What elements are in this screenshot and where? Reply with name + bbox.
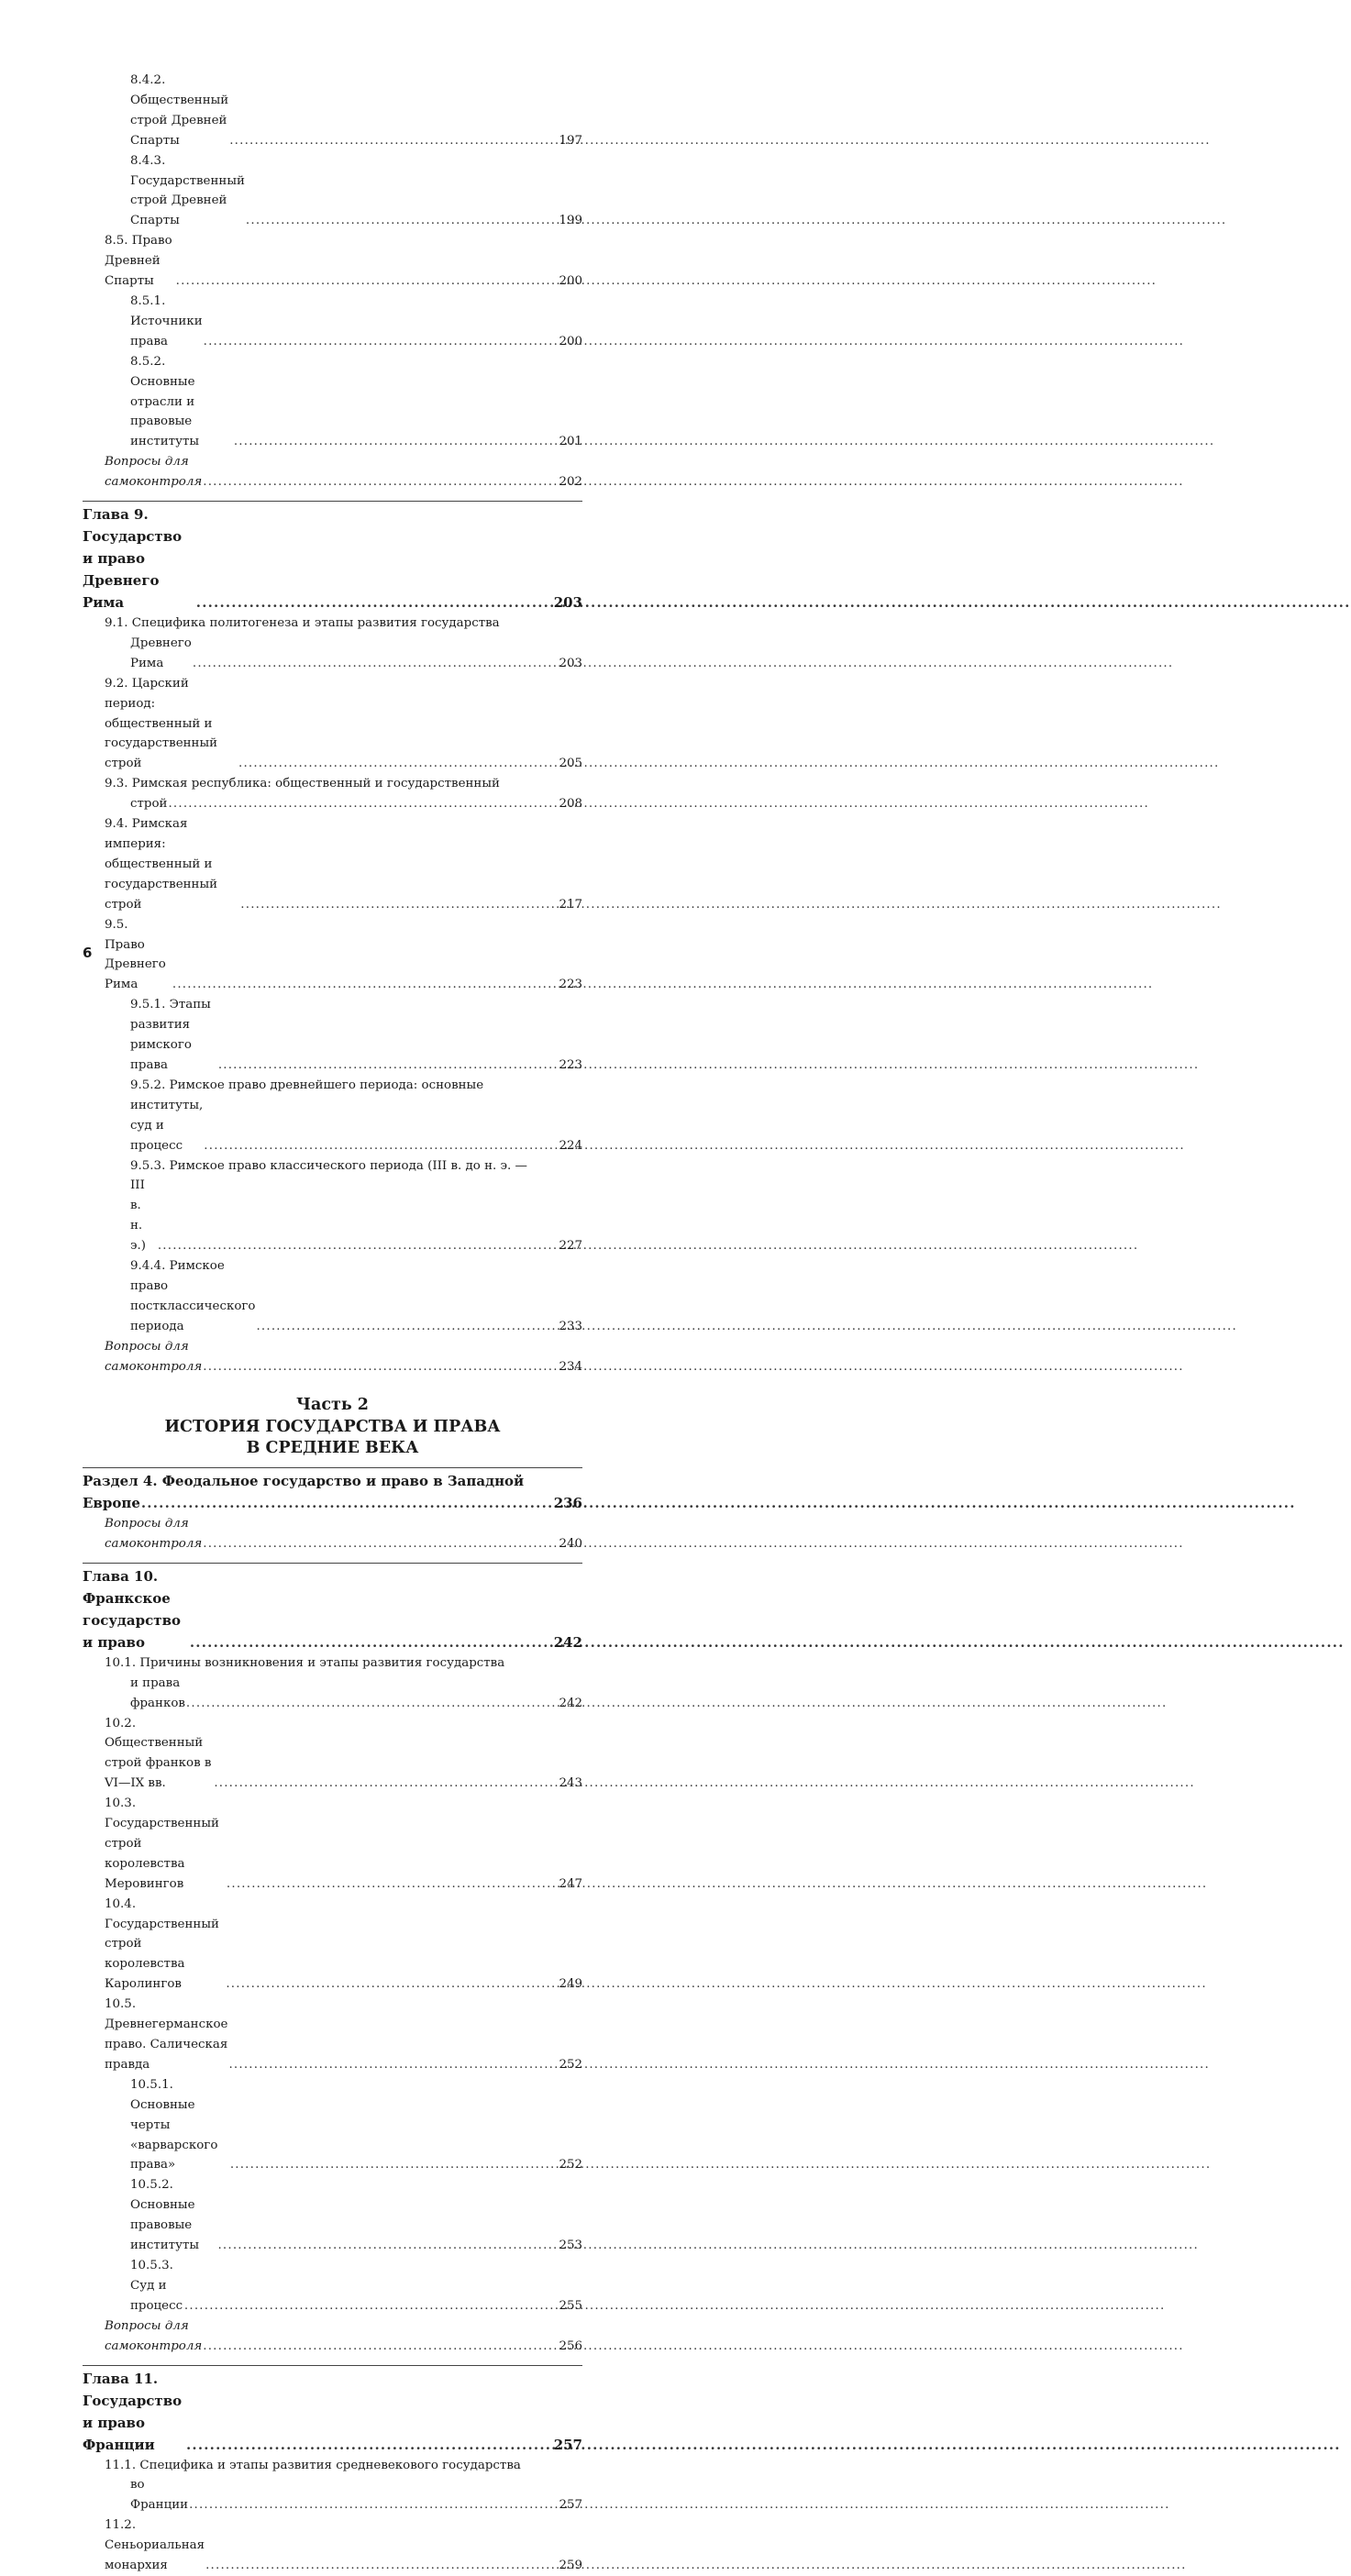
toc-entry-title: 8.4.2. Общественный строй Древней Спарты <box>130 73 229 148</box>
toc-entry-page: 247 <box>559 1876 582 1891</box>
dot-leader <box>158 1236 559 1256</box>
dot-leader <box>203 2337 558 2357</box>
toc-entry-11-1[interactable] <box>83 2456 582 2516</box>
toc-entry-questions-ch9[interactable] <box>83 1337 582 1377</box>
toc-entry-10-4[interactable] <box>83 1895 582 1996</box>
dot-leader <box>203 1534 558 1554</box>
dot-leader <box>204 1136 558 1156</box>
toc-entry-continuation <box>83 1674 582 1714</box>
toc-entry-page: 243 <box>559 1776 582 1791</box>
toc-section-continuation <box>83 1492 582 1514</box>
dot-leader <box>203 1357 558 1377</box>
toc-entry-10-1[interactable] <box>83 1653 582 1714</box>
page-number: 6 <box>83 945 93 961</box>
toc-entry-title: 10.2. Общественный строй франков в VI—IX вв. <box>105 1716 212 1791</box>
toc-entry-9-3[interactable] <box>83 774 582 814</box>
toc-entry-8-5[interactable] <box>83 231 582 292</box>
toc-entry-title-line: 10.1. Причины возникновения и этапы развития государства <box>105 1655 505 1670</box>
dot-leader <box>229 131 558 151</box>
toc-entry-page: 217 <box>559 897 582 912</box>
toc-entry-title: 10.4. Государственный строй королевства Каролингов <box>105 1896 219 1992</box>
dot-leader <box>141 1492 553 1514</box>
toc-entry-9-5-3[interactable] <box>83 1156 582 1257</box>
toc-entry-9-2[interactable] <box>83 674 582 775</box>
dot-leader <box>240 895 558 915</box>
toc-chapter-page: 242 <box>553 1633 582 1651</box>
toc-entry-page: 203 <box>559 656 582 670</box>
toc-entry-10-5-1[interactable] <box>83 2075 582 2176</box>
toc-entry-page: 208 <box>559 797 582 812</box>
toc-chapter-9[interactable] <box>83 501 582 614</box>
part-subtitle: В СРЕДНИЕ ВЕКА <box>246 1439 419 1458</box>
toc-entry-page: 202 <box>559 475 582 490</box>
toc-entry-continuation <box>83 1096 582 1156</box>
book-page <box>0 0 666 2573</box>
toc-entry-11-2[interactable] <box>83 2515 582 2576</box>
toc-entry-title: во Франции <box>130 2478 189 2513</box>
toc-entry-page: 224 <box>559 1138 582 1153</box>
toc-chapter-10[interactable] <box>83 1563 582 1653</box>
toc-entry-page: 240 <box>559 1536 582 1551</box>
toc-entry-title: 10.5.1. Основные черты «варварского права» <box>130 2077 218 2172</box>
toc-entry-title-line: 11.1. Специфика и этапы развития средневекового государства <box>105 2458 521 2472</box>
dot-leader <box>196 591 553 614</box>
dot-leader <box>186 1694 559 1714</box>
toc-entry-10-3[interactable] <box>83 1794 582 1895</box>
toc-entry-page: 233 <box>559 1319 582 1333</box>
dot-leader <box>168 794 558 814</box>
dot-leader <box>184 2296 559 2316</box>
toc-entry-title-line: 9.1. Специфика политогенеза и этапы развития государства <box>105 616 500 631</box>
toc-entry-title: 9.5.1. Этапы развития римского права <box>130 998 211 1072</box>
toc-entry-title: 10.3. Государственный строй королевства Меровингов <box>105 1797 219 1891</box>
dot-leader <box>238 754 558 774</box>
toc-entry-page: 234 <box>559 1359 582 1374</box>
dot-leader <box>214 1774 558 1794</box>
dot-leader <box>203 472 558 492</box>
toc-entry-title: 10.5.3. Суд и процесс <box>130 2258 183 2313</box>
toc-entry-title: Вопросы для самоконтроля <box>105 1339 203 1374</box>
toc-entry-title: 9.4. Римская империя: общественный и государственный строй <box>105 817 218 912</box>
dot-leader <box>246 211 559 231</box>
dot-leader <box>226 1974 558 1995</box>
toc-entry-title: 9.5. Право Древнего Рима <box>105 917 166 992</box>
toc-entry-9-5[interactable] <box>83 915 582 996</box>
toc-entry-page: 200 <box>559 274 582 289</box>
dot-leader <box>186 2434 553 2456</box>
toc-chapter-title: Глава 9. Государство и право Древнего Рима <box>83 506 183 612</box>
toc-entry-page: 223 <box>559 1057 582 1072</box>
part-heading <box>83 1395 582 1460</box>
dot-leader <box>193 654 559 674</box>
toc-entry-continuation <box>83 2475 582 2515</box>
part-title: ИСТОРИЯ ГОСУДАРСТВА И ПРАВА <box>164 1417 501 1436</box>
toc-entry-page: 252 <box>559 2158 582 2172</box>
dot-leader <box>227 1874 559 1895</box>
dot-leader <box>172 975 559 995</box>
toc-entry-title: 11.2. Сеньориальная монархия <box>105 2518 205 2573</box>
toc-entry-title: 9.4.4. Римское право постклассического периода <box>130 1259 256 1333</box>
toc-entry-title: III в. н. э.) <box>130 1178 146 1254</box>
toc-entry-page: 227 <box>559 1239 582 1254</box>
toc-entry-page: 256 <box>559 2338 582 2353</box>
toc-entry-title-line: 9.3. Римская республика: общественный и государственный <box>105 777 500 791</box>
toc-entry-questions-ch8[interactable] <box>83 452 582 492</box>
toc-section-title-line: Раздел 4. Феодальное государство и право в Западной <box>83 1472 525 1489</box>
toc-entry-page: 252 <box>559 2057 582 2072</box>
toc-section-title: Европе <box>83 1494 140 1511</box>
toc-entry-title: строй <box>130 797 168 812</box>
toc-entry-title: 10.5. Древнегерманское право. Салическая правда <box>105 1997 228 2072</box>
toc-entry-title-line: 9.5.3. Римское право классического периода (III в. до н. э. — <box>130 1158 527 1173</box>
toc-chapter-title: Глава 11. Государство и право Франции <box>83 2370 183 2453</box>
toc-entry-title: Древнего Рима <box>130 636 192 670</box>
toc-entry-page: 257 <box>559 2498 582 2513</box>
toc-entry-title: Вопросы для самоконтроля <box>105 455 203 490</box>
dot-leader <box>256 1317 558 1337</box>
toc-entry-9-5-2[interactable] <box>83 1076 582 1156</box>
dot-leader <box>217 2236 558 2256</box>
toc-entry-10-2[interactable] <box>83 1714 582 1795</box>
toc-entry-title-line: 9.5.2. Римское право древнейшего периода: основные <box>130 1078 484 1092</box>
toc-entry-page: 253 <box>559 2239 582 2253</box>
table-of-contents <box>83 71 582 2576</box>
toc-entry-continuation <box>83 794 582 814</box>
toc-section-page: 236 <box>553 1494 582 1511</box>
dot-leader <box>204 332 559 352</box>
toc-entry-questions-ch10[interactable] <box>83 2316 582 2357</box>
toc-entry-title: Вопросы для самоконтроля <box>105 1516 203 1551</box>
toc-chapter-page: 257 <box>553 2436 582 2453</box>
toc-entry-8-5-1[interactable] <box>83 292 582 352</box>
toc-entry-page: 249 <box>559 1977 582 1992</box>
toc-entry-title: 10.5.2. Основные правовые институты <box>130 2178 200 2253</box>
toc-section-4[interactable] <box>83 1467 582 1514</box>
toc-entry-10-5-3[interactable] <box>83 2256 582 2316</box>
toc-entry-8-4-2[interactable] <box>83 71 582 151</box>
toc-chapter-page: 203 <box>553 594 582 612</box>
toc-entry-title: институты, суд и процесс <box>130 1098 204 1153</box>
toc-entry-title: 8.5.1. Источники права <box>130 293 203 348</box>
toc-entry-9-5-1[interactable] <box>83 995 582 1076</box>
toc-entry-page: 223 <box>559 978 582 992</box>
dot-leader <box>205 2556 558 2576</box>
toc-entry-9-1[interactable] <box>83 614 582 674</box>
toc-entry-page: 199 <box>559 214 582 228</box>
toc-entry-title: 8.5. Право Древней Спарты <box>105 234 172 289</box>
dot-leader <box>176 271 559 292</box>
toc-entry-title: 8.4.3. Государственный строй Древней Спарты <box>130 153 245 228</box>
dot-leader <box>234 432 559 452</box>
dot-leader <box>189 2495 558 2515</box>
toc-entry-title: Вопросы для самоконтроля <box>105 2318 203 2353</box>
toc-chapter-11[interactable] <box>83 2365 582 2456</box>
toc-entry-8-5-2[interactable] <box>83 352 582 453</box>
toc-entry-page: 205 <box>559 757 582 771</box>
toc-entry-title: 9.2. Царский период: общественный и государственный строй <box>105 676 218 771</box>
dot-leader <box>228 2055 558 2075</box>
toc-chapter-title: Глава 10. Франкское государство и право <box>83 1567 181 1651</box>
toc-entry-page: 201 <box>559 435 582 449</box>
toc-entry-9-4[interactable] <box>83 814 582 915</box>
toc-entry-continuation <box>83 1176 582 1256</box>
toc-entry-page: 242 <box>559 1696 582 1710</box>
toc-entry-10-5-2[interactable] <box>83 2175 582 2256</box>
toc-entry-title: и права франков <box>130 1675 185 1710</box>
toc-entry-continuation <box>83 634 582 674</box>
dot-leader <box>218 1056 559 1076</box>
toc-entry-page: 259 <box>559 2559 582 2573</box>
dot-leader <box>190 1631 553 1653</box>
toc-entry-page: 255 <box>559 2298 582 2313</box>
toc-entry-page: 197 <box>559 133 582 148</box>
toc-entry-title: 8.5.2. Основные отрасли и правовые институты <box>130 354 200 449</box>
toc-entry-8-4-3[interactable] <box>83 151 582 232</box>
toc-entry-questions-s4[interactable] <box>83 1514 582 1554</box>
dot-leader <box>230 2155 559 2175</box>
toc-entry-10-5[interactable] <box>83 1995 582 2075</box>
toc-entry-9-4-4[interactable] <box>83 1256 582 1337</box>
part-number: Часть 2 <box>296 1396 369 1415</box>
toc-entry-page: 200 <box>559 334 582 348</box>
